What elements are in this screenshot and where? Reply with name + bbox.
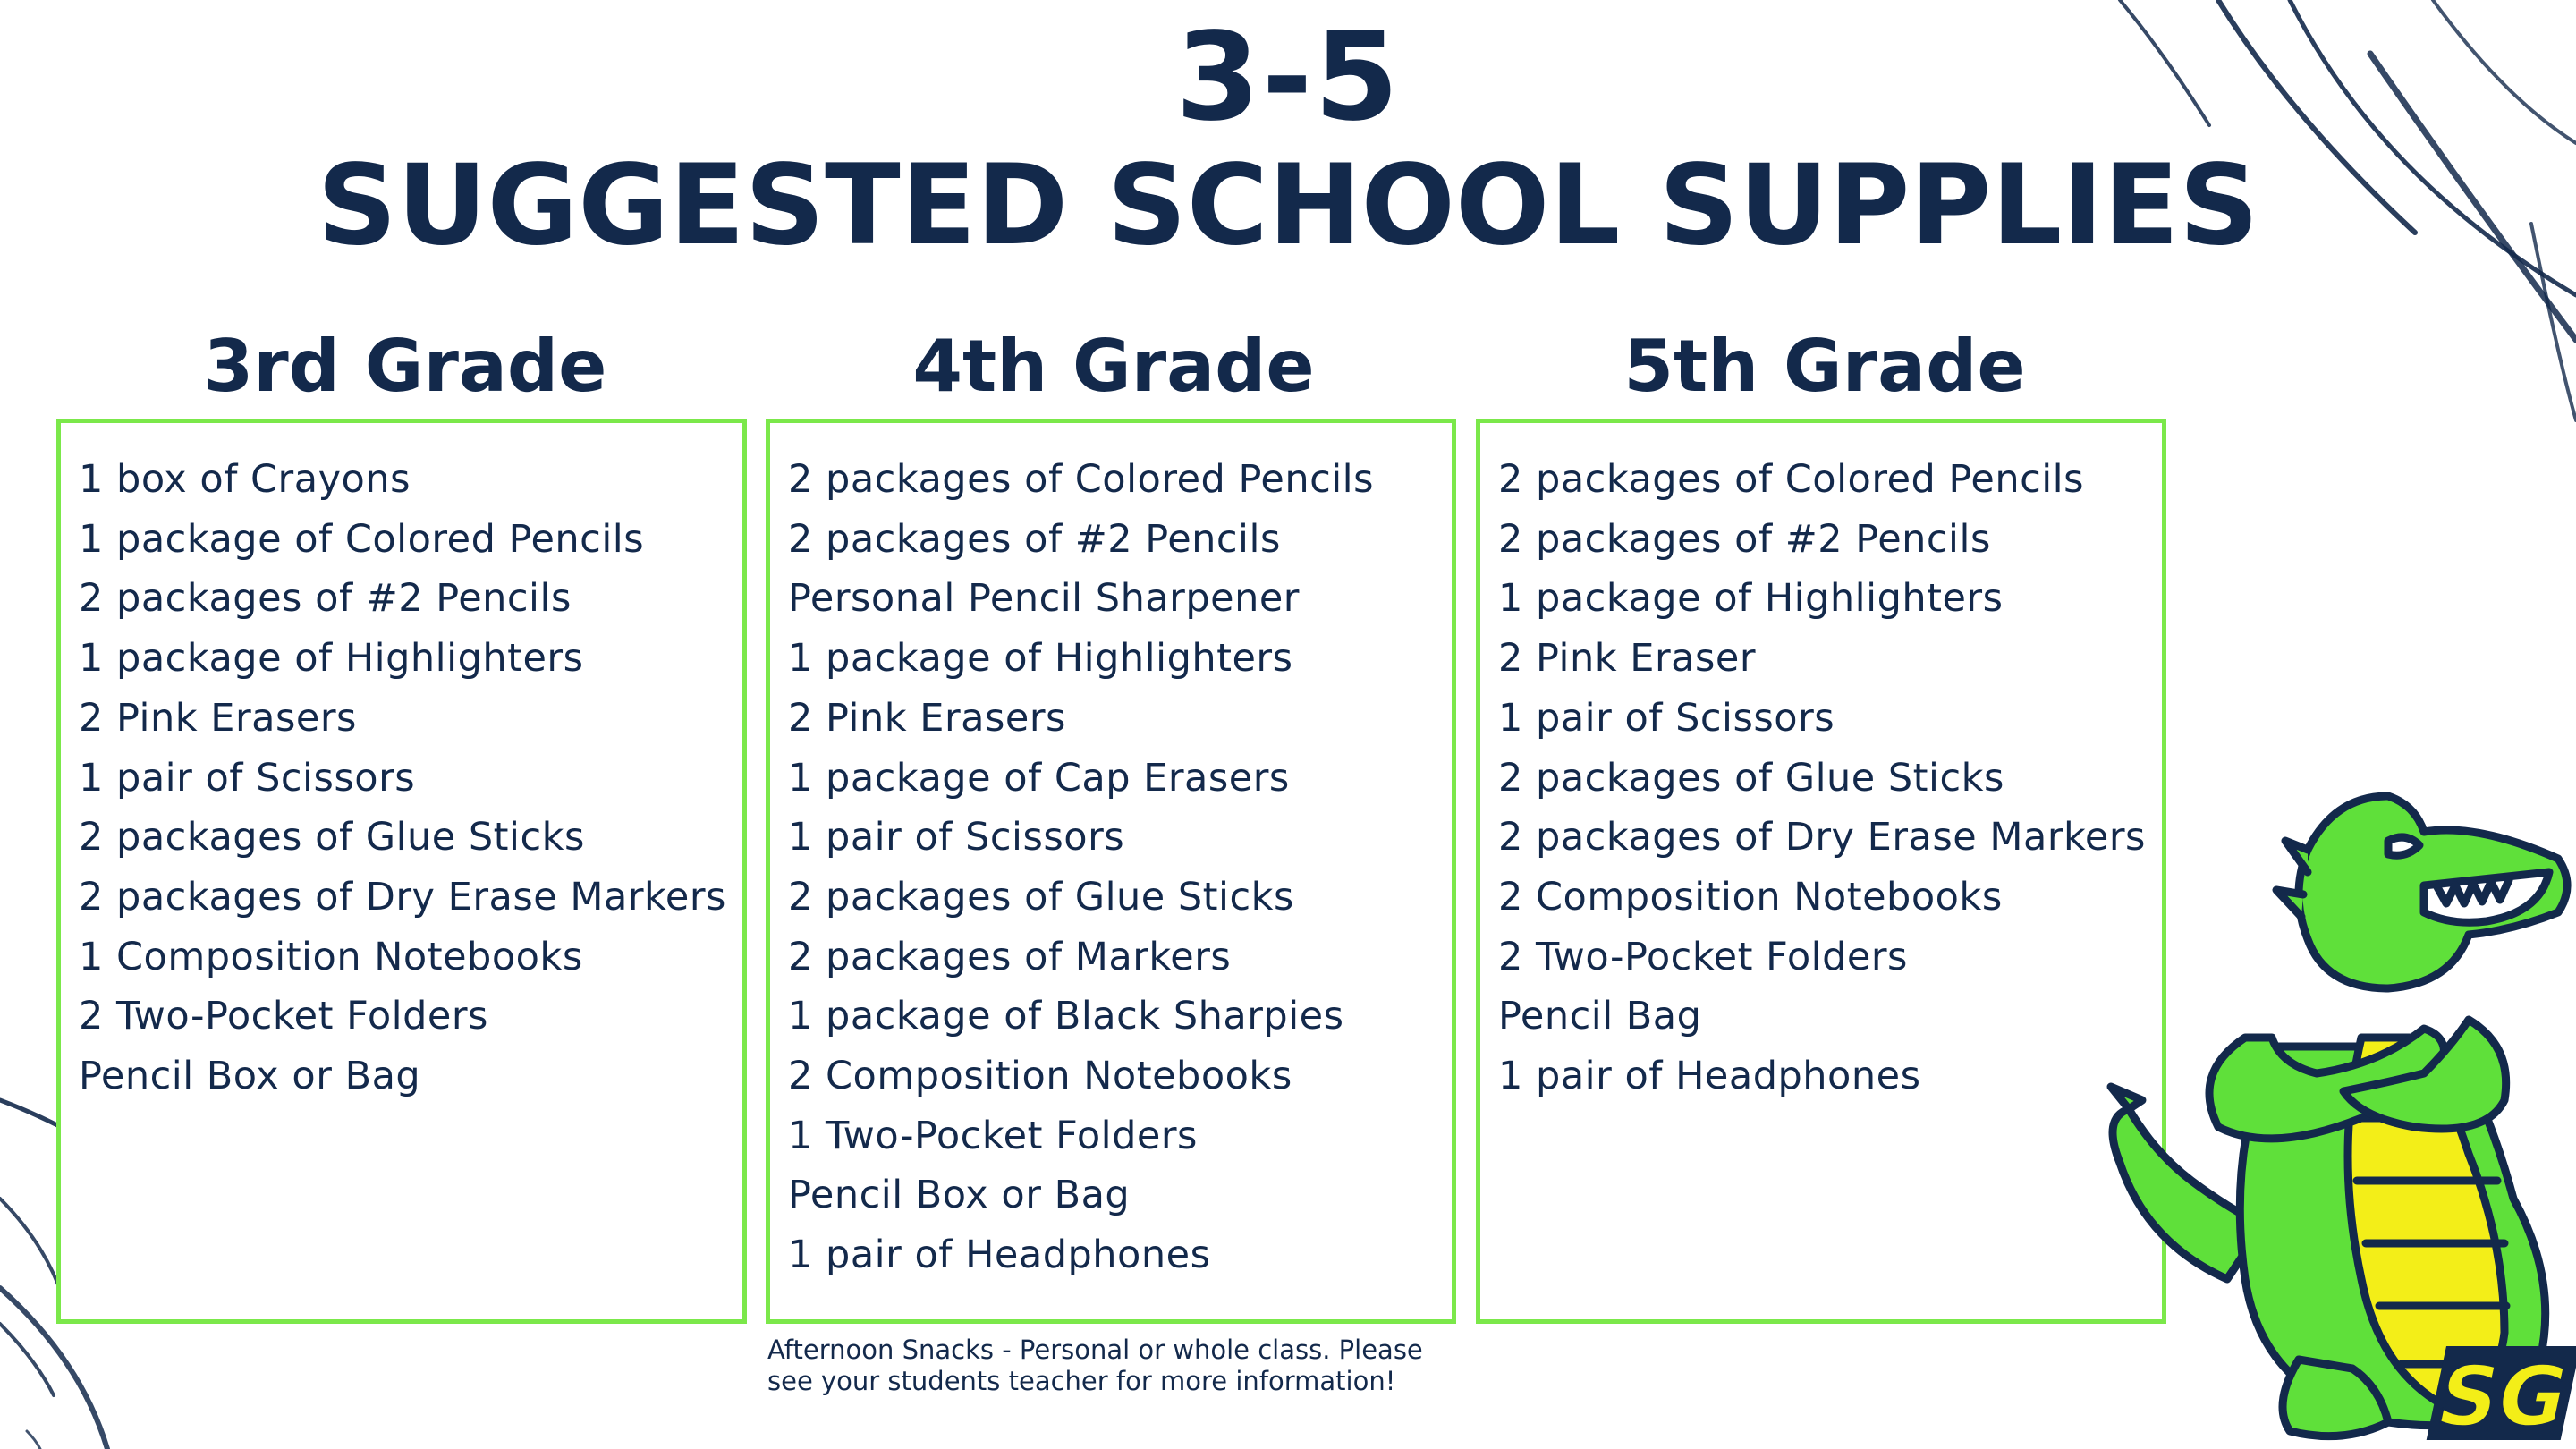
- grade-range-title: 3-5: [1175, 7, 1401, 148]
- list-item: 2 packages of #2 Pencils: [788, 516, 1281, 562]
- list-item: 1 package of Highlighters: [1498, 576, 2004, 622]
- grade-4-supply-list: [770, 423, 1452, 1285]
- list-item: 2 packages of #2 Pencils: [79, 576, 572, 622]
- grade-4-heading: 4th Grade: [912, 325, 1315, 408]
- grade-3-supply-box: [56, 419, 747, 1324]
- list-item: Pencil Box or Bag: [788, 1173, 1131, 1218]
- list-item: Personal Pencil Sharpener: [788, 576, 1300, 622]
- list-item: 2 packages of Dry Erase Markers: [1498, 815, 2146, 860]
- list-item: 2 Composition Notebooks: [1498, 874, 2003, 919]
- list-item: 2 packages of Glue Sticks: [788, 874, 1294, 919]
- grade-5-heading: 5th Grade: [1623, 325, 2026, 408]
- grade-4-supply-box: [766, 419, 1456, 1324]
- list-item: 2 packages of Colored Pencils: [788, 457, 1375, 502]
- list-item: 1 pair of Scissors: [788, 815, 1125, 860]
- snack-note: [767, 1335, 1519, 1397]
- snack-note-line-2: see your students teacher for more information!: [767, 1366, 1396, 1396]
- snack-note-line-1: Afternoon Snacks - Personal or whole class. Please: [767, 1335, 1423, 1365]
- mascot-logo-text: SG: [2428, 1348, 2576, 1445]
- list-item: 2 packages of Markers: [788, 934, 1232, 979]
- grade-5-supply-box: [1476, 419, 2166, 1324]
- list-item: 2 Two-Pocket Folders: [1498, 934, 1908, 979]
- list-item: 2 packages of #2 Pencils: [1498, 516, 1991, 562]
- list-item: 1 package of Highlighters: [788, 636, 1293, 682]
- list-item: 1 package of Colored Pencils: [79, 516, 645, 562]
- list-item: 1 package of Cap Erasers: [788, 755, 1290, 801]
- grade-3-supply-list: [61, 423, 742, 1106]
- list-item: 1 box of Crayons: [79, 457, 411, 502]
- list-item: 2 Pink Eraser: [1498, 636, 1757, 682]
- list-item: 1 pair of Scissors: [79, 755, 416, 801]
- list-item: 2 packages of Glue Sticks: [79, 815, 585, 860]
- list-item: 2 packages of Glue Sticks: [1498, 755, 2004, 801]
- page-title: SUGGESTED SCHOOL SUPPLIES: [317, 141, 2259, 270]
- alligator-mascot-icon: [2093, 778, 2576, 1449]
- grade-3-heading: 3rd Grade: [203, 325, 607, 408]
- list-item: 1 package of Highlighters: [79, 636, 584, 682]
- list-item: Pencil Bag: [1498, 994, 1702, 1039]
- list-item: 2 Two-Pocket Folders: [79, 994, 488, 1039]
- list-item: 1 pair of Scissors: [1498, 695, 1835, 741]
- grade-5-supply-list: [1480, 423, 2162, 1106]
- list-item: 1 Two-Pocket Folders: [788, 1113, 1198, 1158]
- list-item: 1 Composition Notebooks: [79, 934, 583, 979]
- list-item: 1 pair of Headphones: [1498, 1054, 1921, 1099]
- list-item: 1 pair of Headphones: [788, 1233, 1211, 1278]
- list-item: 2 Pink Erasers: [79, 695, 357, 741]
- list-item: Pencil Box or Bag: [79, 1054, 421, 1099]
- list-item: 2 Pink Erasers: [788, 695, 1066, 741]
- list-item: 2 Composition Notebooks: [788, 1054, 1292, 1099]
- list-item: 2 packages of Dry Erase Markers: [79, 874, 726, 919]
- list-item: 1 package of Black Sharpies: [788, 994, 1344, 1039]
- list-item: 2 packages of Colored Pencils: [1498, 457, 2085, 502]
